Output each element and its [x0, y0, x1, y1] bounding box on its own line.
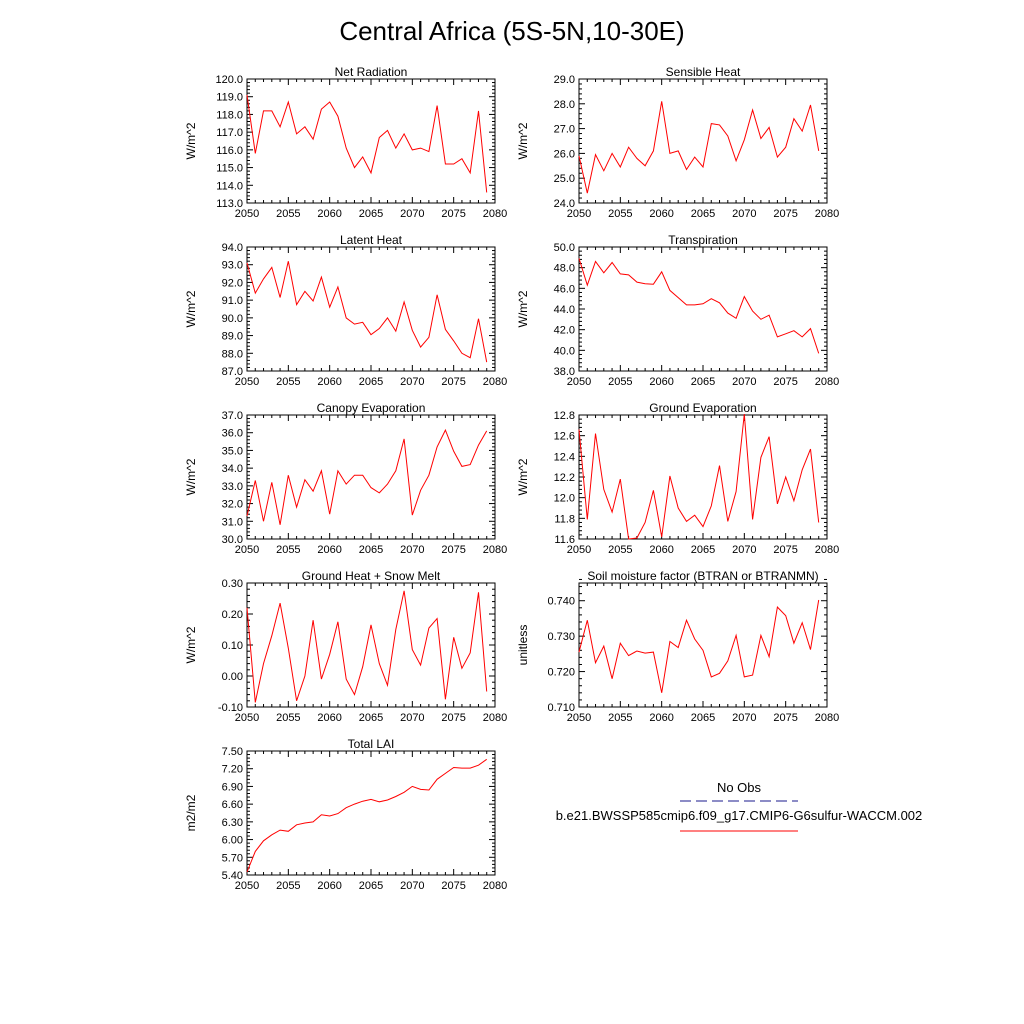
y-tick-label: 36.0	[221, 427, 243, 440]
x-tick-label: 2050	[234, 880, 260, 892]
x-tick-label: 2075	[773, 712, 798, 724]
x-tick-label: 2065	[358, 880, 384, 892]
y-tick-label: 12.6	[553, 430, 575, 443]
y-tick-label: 0.30	[221, 578, 243, 590]
y-tick-label: 31.0	[221, 516, 243, 529]
y-tick-label: 42.0	[553, 324, 575, 337]
y-tick-label: 11.8	[554, 513, 575, 526]
x-tick-label: 2075	[441, 376, 466, 388]
x-tick-label: 2080	[814, 712, 840, 724]
y-tick-label: 6.00	[221, 834, 243, 847]
x-tick-label: 2055	[276, 544, 301, 556]
x-tick-label: 2070	[400, 544, 425, 556]
y-tick-label: 91.0	[221, 295, 243, 308]
y-tick-label: 24.0	[553, 198, 575, 210]
y-tick-label: 35.0	[221, 445, 243, 458]
y-tick-label: 118.0	[216, 109, 243, 122]
x-tick-label: 2060	[317, 880, 342, 892]
y-tick-label: 0.20	[221, 609, 243, 621]
x-tick-label: 2065	[358, 376, 384, 388]
y-axis-label: W/m^2	[516, 458, 530, 496]
y-tick-label: 7.50	[221, 746, 243, 758]
y-tick-label: 88.0	[221, 348, 243, 361]
y-tick-label: 120.0	[215, 74, 243, 86]
y-tick-label: 12.4	[553, 451, 575, 464]
x-tick-label: 2070	[732, 376, 757, 388]
y-tick-label: 37.0	[221, 410, 243, 422]
x-tick-label: 2050	[234, 376, 260, 388]
y-tick-label: 0.00	[221, 671, 243, 683]
x-tick-label: 2065	[690, 544, 716, 556]
x-tick-label: 2075	[441, 880, 466, 892]
panel-title: Total LAI	[347, 737, 395, 751]
y-axis-label: W/m^2	[184, 122, 198, 160]
x-tick-label: 2080	[482, 208, 508, 220]
x-tick-label: 2075	[441, 208, 466, 220]
y-tick-label: 6.30	[221, 816, 243, 829]
x-tick-label: 2065	[690, 376, 716, 388]
y-tick-label: 89.0	[221, 330, 243, 343]
x-tick-label: 2050	[234, 544, 260, 556]
x-tick-label: 2070	[400, 376, 425, 388]
x-tick-label: 2050	[566, 544, 592, 556]
x-tick-label: 2080	[814, 208, 840, 220]
x-tick-label: 2055	[608, 544, 633, 556]
x-tick-label: 2080	[814, 544, 840, 556]
x-tick-label: 2080	[482, 544, 508, 556]
y-tick-label: 5.40	[221, 870, 243, 882]
x-tick-label: 2055	[608, 712, 633, 724]
y-tick-label: 27.0	[553, 123, 575, 136]
x-tick-label: 2055	[276, 376, 301, 388]
x-tick-label: 2075	[773, 208, 798, 220]
x-tick-label: 2060	[649, 208, 674, 220]
y-tick-label: 7.20	[221, 763, 243, 776]
y-tick-label: 11.6	[554, 534, 575, 546]
y-tick-label: 44.0	[553, 304, 575, 316]
x-tick-label: 2065	[358, 544, 384, 556]
y-tick-label: 119.0	[216, 91, 243, 104]
y-tick-label: 26.0	[553, 148, 575, 161]
x-tick-label: 2070	[400, 208, 425, 220]
y-tick-label: 0.10	[221, 640, 243, 652]
y-tick-label: 48.0	[553, 262, 575, 275]
y-tick-label: 113.0	[216, 198, 243, 210]
x-tick-label: 2065	[358, 208, 384, 220]
x-tick-label: 2070	[732, 544, 757, 556]
x-tick-label: 2055	[608, 208, 633, 220]
x-tick-label: 2060	[317, 712, 342, 724]
x-tick-label: 2055	[608, 376, 633, 388]
x-tick-label: 2070	[400, 880, 425, 892]
y-axis-label: W/m^2	[184, 290, 198, 328]
x-tick-label: 2050	[566, 376, 592, 388]
y-tick-label: 90.0	[221, 312, 243, 325]
x-tick-label: 2070	[400, 712, 425, 724]
y-tick-label: 0.710	[547, 702, 575, 714]
y-tick-label: -0.10	[217, 702, 243, 714]
y-tick-label: 116.0	[216, 144, 243, 157]
y-tick-label: 6.60	[221, 799, 243, 812]
y-tick-label: 114.0	[216, 180, 243, 193]
x-tick-label: 2050	[566, 208, 592, 220]
x-tick-label: 2050	[566, 712, 592, 724]
y-tick-label: 50.0	[553, 242, 575, 254]
x-tick-label: 2065	[690, 208, 716, 220]
y-tick-label: 33.0	[221, 480, 243, 493]
legend-model-label: b.e21.BWSSP585cmip6.f09_g17.CMIP6-G6sulfur-WACCM.002	[555, 808, 923, 823]
x-tick-label: 2080	[482, 712, 508, 724]
x-tick-label: 2055	[276, 712, 301, 724]
x-tick-label: 2050	[234, 712, 260, 724]
y-tick-label: 46.0	[553, 283, 575, 296]
x-tick-label: 2065	[358, 712, 384, 724]
legend-obs-label: No Obs	[716, 780, 762, 795]
x-tick-label: 2075	[441, 712, 466, 724]
y-tick-label: 40.0	[553, 345, 575, 358]
y-tick-label: 6.90	[221, 781, 243, 794]
y-tick-label: 12.2	[553, 472, 575, 484]
y-axis-label: W/m^2	[184, 626, 198, 664]
y-tick-label: 117.0	[216, 127, 243, 140]
y-tick-label: 12.0	[553, 492, 575, 505]
panel-title: Soil moisture factor (BTRAN or BTRANMN)	[587, 569, 819, 583]
x-tick-label: 2070	[732, 712, 757, 724]
y-axis-label: unitless	[516, 624, 530, 666]
x-tick-label: 2080	[482, 376, 508, 388]
y-tick-label: 0.730	[547, 631, 575, 644]
x-tick-label: 2060	[649, 544, 674, 556]
x-tick-label: 2060	[649, 712, 674, 724]
y-tick-label: 0.720	[547, 666, 575, 679]
y-tick-label: 34.0	[221, 463, 243, 476]
x-tick-label: 2075	[773, 544, 798, 556]
x-tick-label: 2060	[317, 544, 342, 556]
x-tick-label: 2070	[732, 208, 757, 220]
panel-title: Canopy Evaporation	[316, 401, 426, 415]
y-tick-label: 115.0	[216, 162, 243, 175]
panel-title: Ground Heat + Snow Melt	[301, 569, 441, 583]
y-tick-label: 32.0	[221, 498, 243, 511]
y-tick-label: 0.740	[547, 595, 575, 608]
x-tick-label: 2060	[317, 376, 342, 388]
panel-title: Latent Heat	[339, 233, 403, 247]
panel-title: Ground Evaporation	[649, 401, 757, 415]
y-tick-label: 93.0	[221, 259, 243, 272]
panel-title: Sensible Heat	[665, 65, 741, 79]
x-tick-label: 2060	[649, 376, 674, 388]
figure-title: Central Africa (5S-5N,10-30E)	[339, 16, 685, 46]
y-axis-label: W/m^2	[184, 458, 198, 496]
x-tick-label: 2055	[276, 880, 301, 892]
y-tick-label: 30.0	[221, 534, 243, 546]
y-tick-label: 12.8	[553, 410, 575, 422]
y-tick-label: 29.0	[553, 74, 575, 86]
y-tick-label: 5.70	[221, 852, 243, 865]
y-tick-label: 92.0	[221, 277, 243, 290]
x-tick-label: 2075	[441, 544, 466, 556]
x-tick-label: 2065	[690, 712, 716, 724]
x-tick-label: 2075	[773, 376, 798, 388]
x-tick-label: 2060	[317, 208, 342, 220]
x-tick-label: 2080	[814, 376, 840, 388]
y-tick-label: 87.0	[221, 366, 243, 378]
y-axis-label: W/m^2	[516, 122, 530, 160]
x-tick-label: 2050	[234, 208, 260, 220]
panel-title: Net Radiation	[334, 65, 408, 79]
y-tick-label: 38.0	[553, 366, 575, 378]
y-tick-label: 28.0	[553, 98, 575, 111]
y-axis-label: W/m^2	[516, 290, 530, 328]
x-tick-label: 2055	[276, 208, 301, 220]
y-axis-label: m2/m2	[184, 794, 198, 832]
y-tick-label: 25.0	[553, 173, 575, 186]
x-tick-label: 2080	[482, 880, 508, 892]
y-tick-label: 94.0	[221, 242, 243, 254]
panel-title: Transpiration	[668, 233, 738, 247]
